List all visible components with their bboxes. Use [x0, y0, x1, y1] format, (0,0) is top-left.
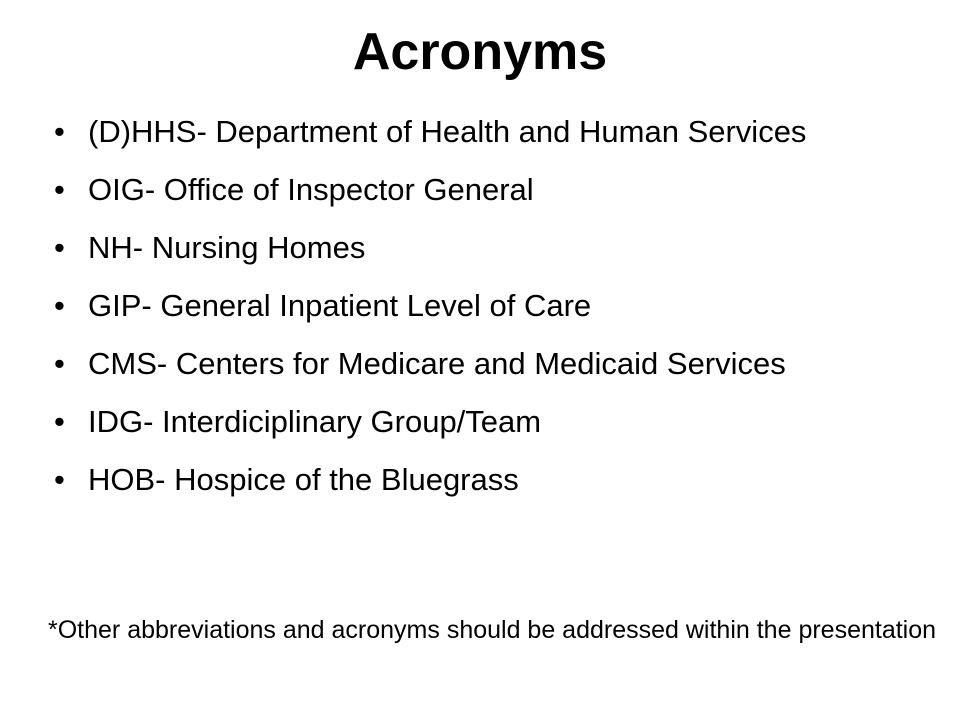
acronym-text: NH- Nursing Homes [88, 230, 366, 265]
acronym-text: GIP- General Inpatient Level of Care [88, 288, 592, 323]
bullet-icon: • [54, 172, 65, 207]
acronym-text: (D)HHS- Department of Health and Human Services [88, 114, 807, 149]
acronym-item-oig [48, 172, 928, 208]
acronym-item-dhhs [48, 114, 928, 150]
acronym-list [48, 114, 928, 520]
acronym-text: IDG- Interdiciplinary Group/Team [88, 404, 542, 439]
bullet-icon: • [54, 462, 65, 497]
acronym-item-nh [48, 230, 928, 266]
acronym-item-hob [48, 462, 928, 498]
slide-title: Acronyms [352, 23, 608, 81]
bullet-icon: • [54, 288, 65, 323]
acronym-text: OIG- Office of Inspector General [88, 172, 534, 207]
acronym-text: HOB- Hospice of the Bluegrass [88, 462, 519, 497]
bullet-icon: • [54, 114, 65, 149]
acronym-item-gip [48, 288, 928, 324]
acronym-text: CMS- Centers for Medicare and Medicaid Services [88, 346, 786, 381]
bullet-icon: • [54, 404, 65, 439]
bullet-icon: • [54, 346, 65, 381]
bullet-icon: • [54, 230, 65, 265]
acronym-item-idg [48, 404, 928, 440]
footnote: *Other abbreviations and acronyms should be addressed within the presentation [48, 616, 937, 644]
acronym-item-cms [48, 346, 928, 382]
